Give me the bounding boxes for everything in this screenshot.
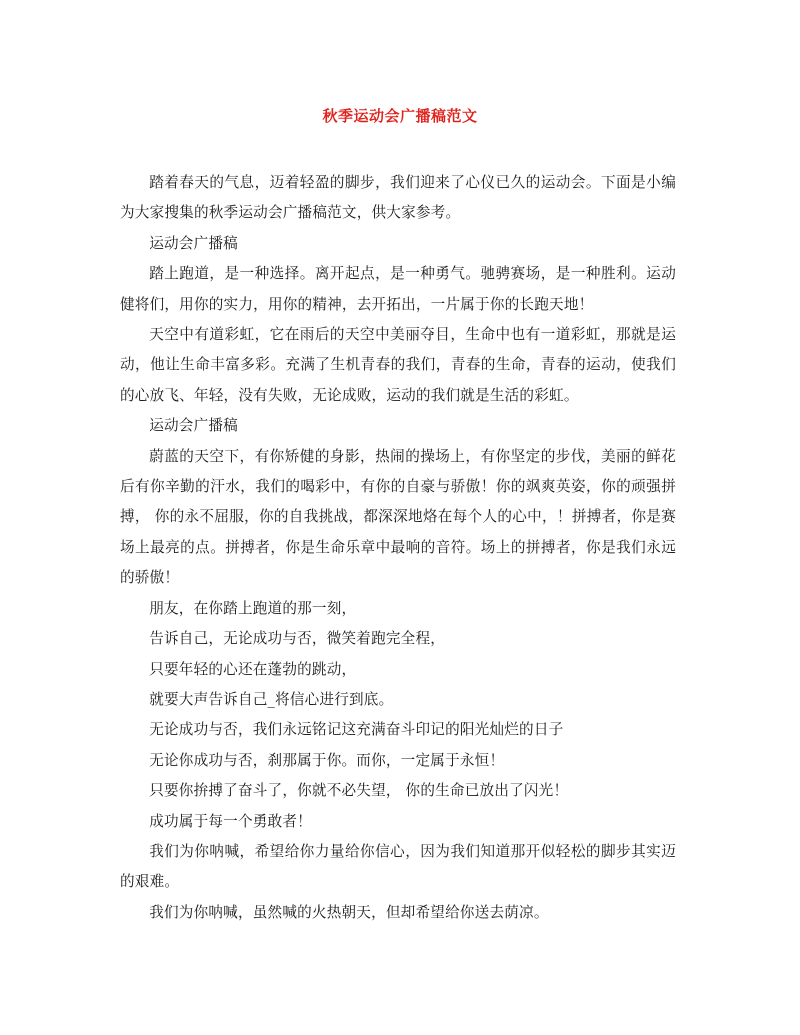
poem-line: 朋友，在你踏上跑道的那一刻， <box>149 599 357 617</box>
poem-line: 成功属于每一个勇敢者！ <box>149 812 312 830</box>
poem-line: 无论成功与否，我们永远铭记这充满奋斗印记的阳光灿烂的日子 <box>149 721 564 739</box>
paragraph: 天空中有道彩虹，它在雨后的天空中美丽夺目，生命中也有一道彩虹，那就是运动，他让生命丰富多彩。充满了生机青春的我们，青春的生命，青春的运动，使我们的心放飞、年轻，没有失败，无论成败，运动的我们就是生活的彩虹。 <box>120 326 676 404</box>
paragraph: 蔚蓝的天空下，有你矫健的身影，热闹的操场上，有你坚定的步伐，美丽的鲜花后有你辛勤的汗水，我们的喝彩中，有你的自豪与骄傲！你的飒爽英姿，你的顽强拼搏， 你的永不屈服，你的自我挑战，都深深地烙在每个人的心中，！拼搏者，你是赛场上最亮的点。拼搏者，你是生命乐章中最响的音符。场上的拼搏者，你是我们永远的骄傲！ <box>120 447 676 587</box>
paragraph: 我们为你呐喊，希望给你力量给你信心，因为我们知道那开似轻松的脚步其实迈的艰难。 <box>120 842 676 891</box>
section-heading: 运动会广播稿 <box>149 417 238 435</box>
document-body <box>120 168 676 928</box>
section-heading: 运动会广播稿 <box>149 234 238 252</box>
poem-line: 就要大声告诉自己_将信心进行到底。 <box>149 690 394 708</box>
poem-line: 告诉自己，无论成功与否，微笑着跑完全程， <box>149 630 446 648</box>
paragraph: 我们为你呐喊，虽然喊的火热朝天，但却希望给你送去荫凉。 <box>149 903 549 921</box>
poem-line: 只要年轻的心还在蓬勃的跳动， <box>149 660 357 678</box>
poem-line: 只要你拚搏了奋斗了，你就不必失望， 你的生命已放出了闪光！ <box>149 782 569 800</box>
paragraph: 踏上跑道，是一种选择。离开起点，是一种勇气。驰骋赛场，是一种胜利。运动健将们，用你的实力，用你的精神，去开拓出，一片属于你的长跑天地！ <box>120 265 676 313</box>
poem-line: 无论你成功与否，刹那属于你。而你，一定属于永恒！ <box>149 751 505 769</box>
paragraph: 踏着春天的气息，迈着轻盈的脚步，我们迎来了心仪已久的运动会。下面是小编为大家搜集的秋季运动会广播稿范文，供大家参考。 <box>120 174 676 222</box>
document-title: 秋季运动会广播稿范文 <box>322 107 478 125</box>
